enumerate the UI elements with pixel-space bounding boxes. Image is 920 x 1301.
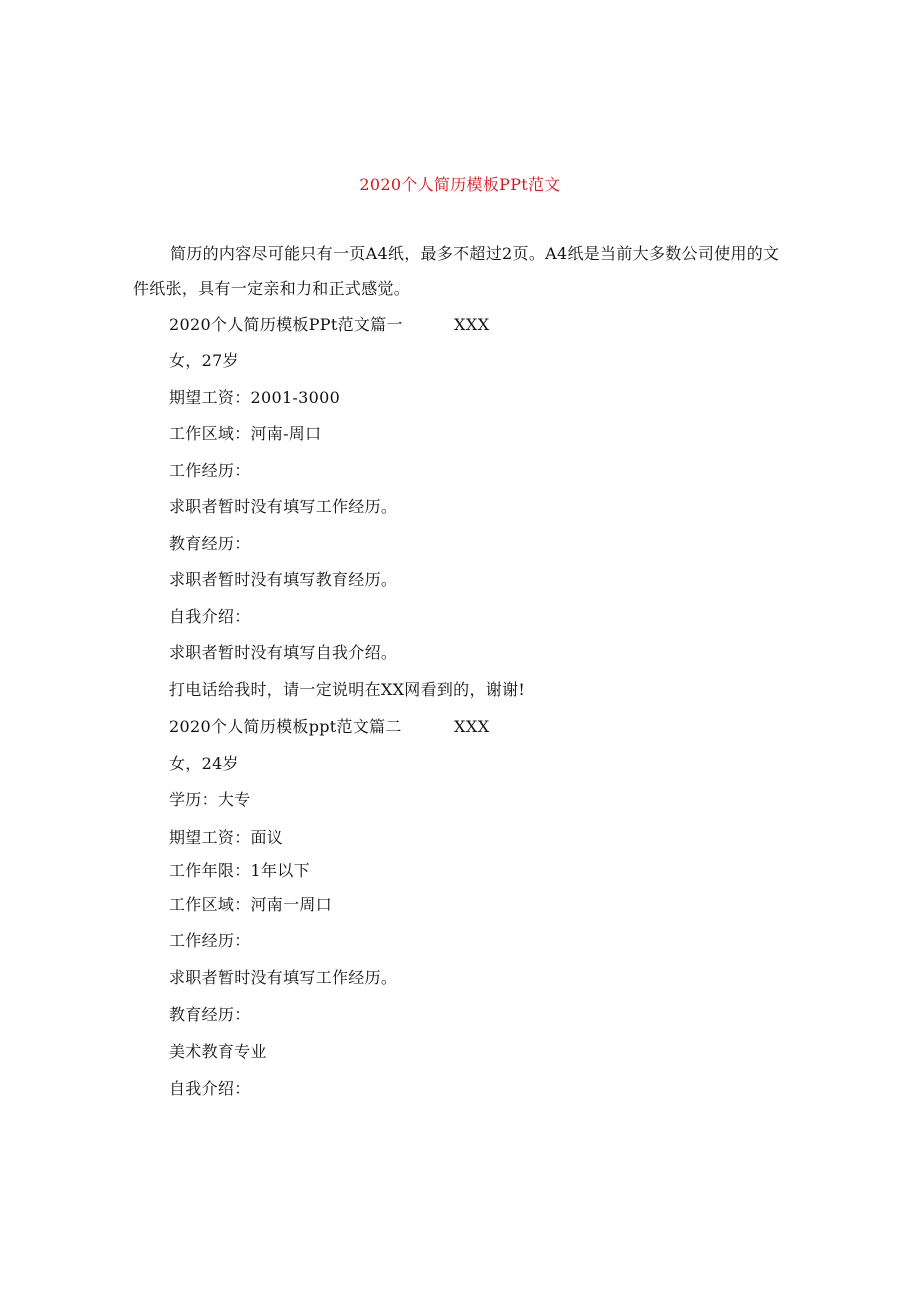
section1-contact-note: 打电话给我时，请一定说明在XX网看到的，谢谢! [169,680,526,699]
intro-paragraph: 简历的内容尽可能只有一页A4纸，最多不超过2页。A4纸是当前大多数公司使用的文件纸张，具有一定亲和力和正式感觉。 [133,244,780,298]
section1-intro-label: 自我介绍： [169,607,251,626]
section2-edu-value: 美术教育专业 [169,1042,267,1061]
section1-region: 工作区域：河南-周口 [169,424,322,443]
section2-gender-age: 女，24岁 [169,754,239,773]
section1-work-value: 求职者暂时没有填写工作经历。 [169,497,398,516]
section1-edu-label: 教育经历： [169,534,251,553]
section2-work-label: 工作经历： [169,931,251,950]
section2-work-years: 工作年限：1年以下 [169,861,310,880]
section1-salary: 期望工资：2001-3000 [169,388,341,407]
section2-edu-label: 教育经历： [169,1005,251,1024]
section2-salary: 期望工资：面议 [169,828,284,847]
section1-heading: 2020个人简历模板PPt范文篇一 [169,315,403,334]
section2-heading: 2020个人简历模板ppt范文篇二 [169,717,402,736]
section1-work-label: 工作经历： [169,461,251,480]
section1-gender-age: 女，27岁 [169,351,239,370]
section2-intro-label: 自我介绍： [169,1079,251,1098]
section2-work-value: 求职者暂时没有填写工作经历。 [169,968,398,987]
section1-intro-value: 求职者暂时没有填写自我介绍。 [169,643,398,662]
section2-name-tag: XXX [454,717,490,736]
section1-edu-value: 求职者暂时没有填写教育经历。 [169,570,398,589]
section2-region: 工作区域：河南一周口 [169,895,333,914]
document-title: 2020个人简历模板PPt范文 [359,175,561,194]
section2-education-level: 学历：大专 [169,790,251,809]
section1-name-tag: XXX [454,315,490,334]
